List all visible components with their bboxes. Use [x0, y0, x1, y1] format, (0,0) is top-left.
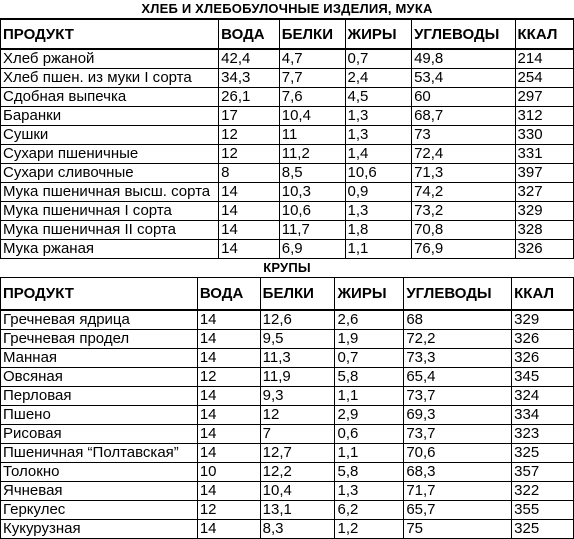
cell-product: Толокно: [1, 463, 198, 482]
cell-kcal: 322: [512, 482, 574, 501]
cell-kcal: 355: [512, 501, 574, 520]
cell-product: Рисовая: [1, 425, 198, 444]
cell-product: Мука пшеничная II сорта: [1, 221, 219, 240]
cell-fat: 2,6: [335, 310, 404, 330]
cell-water: 12: [219, 126, 280, 145]
cell-carbs: 74,2: [412, 183, 515, 202]
table-row: [1, 482, 574, 501]
cell-kcal: 326: [515, 240, 573, 259]
table-row: [1, 240, 574, 259]
cell-protein: 11: [279, 126, 345, 145]
table-row: [1, 107, 574, 126]
column-header-product: ПРОДУКТ: [1, 278, 198, 311]
table-header-row: [1, 19, 574, 49]
cell-fat: 1,2: [335, 520, 404, 539]
cell-water: 14: [219, 240, 280, 259]
cell-fat: 5,8: [335, 368, 404, 387]
cell-product: Хлеб пшен. из муки I сорта: [1, 69, 219, 88]
cell-protein: 6,9: [279, 240, 345, 259]
cell-fat: 1,3: [335, 482, 404, 501]
cell-product: Сухари сливочные: [1, 164, 219, 183]
cell-product: Сушки: [1, 126, 219, 145]
cell-carbs: 73,7: [404, 425, 512, 444]
cell-protein: 4,7: [279, 49, 345, 69]
cell-water: 12: [197, 368, 260, 387]
column-header-kcal: ККАЛ: [512, 278, 574, 311]
cell-water: 12: [219, 145, 280, 164]
cell-carbs: 68,7: [412, 107, 515, 126]
cell-water: 12: [197, 501, 260, 520]
table-row: [1, 49, 574, 69]
cell-protein: 8,3: [260, 520, 335, 539]
column-header-protein: БЕЛКИ: [279, 19, 345, 49]
table-row: [1, 520, 574, 539]
column-header-fat: ЖИРЫ: [335, 278, 404, 311]
table-row: [1, 69, 574, 88]
cell-kcal: 214: [515, 49, 573, 69]
cell-protein: 10,4: [279, 107, 345, 126]
table-header-row: [1, 278, 574, 311]
cell-fat: 2,9: [335, 406, 404, 425]
cell-product: Пшено: [1, 406, 198, 425]
table-row: [1, 406, 574, 425]
cell-product: Мука ржаная: [1, 240, 219, 259]
cell-protein: 11,3: [260, 349, 335, 368]
cell-kcal: 329: [512, 310, 574, 330]
cell-carbs: 71,3: [412, 164, 515, 183]
cell-product: Хлеб ржаной: [1, 49, 219, 69]
table-row: [1, 310, 574, 330]
cell-carbs: 60: [412, 88, 515, 107]
cell-protein: 10,4: [260, 482, 335, 501]
cell-carbs: 73,3: [404, 349, 512, 368]
table-row: [1, 501, 574, 520]
cell-water: 14: [197, 520, 260, 539]
cell-kcal: 397: [515, 164, 573, 183]
cell-water: 14: [219, 221, 280, 240]
cell-carbs: 72,4: [412, 145, 515, 164]
cell-water: 34,3: [219, 69, 280, 88]
table-row: [1, 425, 574, 444]
table-row: [1, 368, 574, 387]
table-row: [1, 463, 574, 482]
cell-product: Ячневая: [1, 482, 198, 501]
cereals-table: [0, 277, 574, 539]
cell-kcal: 326: [512, 349, 574, 368]
table-row: [1, 183, 574, 202]
cell-product: Сдобная выпечка: [1, 88, 219, 107]
cell-carbs: 76,9: [412, 240, 515, 259]
cell-protein: 11,2: [279, 145, 345, 164]
cell-fat: 1,1: [335, 444, 404, 463]
table-row: [1, 126, 574, 145]
cell-carbs: 53,4: [412, 69, 515, 88]
column-header-protein: БЕЛКИ: [260, 278, 335, 311]
cell-protein: 11,9: [260, 368, 335, 387]
cell-fat: 1,9: [335, 330, 404, 349]
cell-protein: 12: [260, 406, 335, 425]
bread-table: [0, 18, 574, 259]
cell-carbs: 71,7: [404, 482, 512, 501]
column-header-water: ВОДА: [219, 19, 280, 49]
cell-protein: 9,3: [260, 387, 335, 406]
cell-carbs: 65,7: [404, 501, 512, 520]
cell-water: 14: [197, 406, 260, 425]
cell-fat: 2,4: [345, 69, 412, 88]
cell-product: Кукурузная: [1, 520, 198, 539]
cell-protein: 13,1: [260, 501, 335, 520]
column-header-fat: ЖИРЫ: [345, 19, 412, 49]
cell-fat: 5,8: [335, 463, 404, 482]
cell-kcal: 325: [512, 520, 574, 539]
cell-kcal: 329: [515, 202, 573, 221]
table-row: [1, 202, 574, 221]
cell-water: 14: [197, 349, 260, 368]
cell-carbs: 68: [404, 310, 512, 330]
cell-kcal: 297: [515, 88, 573, 107]
cell-fat: 1,3: [345, 126, 412, 145]
table-row: [1, 145, 574, 164]
cell-protein: 12,2: [260, 463, 335, 482]
table-row: [1, 88, 574, 107]
cell-protein: 7,6: [279, 88, 345, 107]
cell-kcal: 324: [512, 387, 574, 406]
column-header-product: ПРОДУКТ: [1, 19, 219, 49]
cell-carbs: 70,8: [412, 221, 515, 240]
cell-protein: 7,7: [279, 69, 345, 88]
cell-carbs: 68,3: [404, 463, 512, 482]
cell-product: Перловая: [1, 387, 198, 406]
cell-product: Гречневая ядрица: [1, 310, 198, 330]
cell-product: Мука пшеничная I сорта: [1, 202, 219, 221]
cell-protein: 11,7: [279, 221, 345, 240]
cell-carbs: 69,3: [404, 406, 512, 425]
column-header-kcal: ККАЛ: [515, 19, 573, 49]
cell-carbs: 75: [404, 520, 512, 539]
cell-product: Геркулес: [1, 501, 198, 520]
cell-water: 14: [197, 387, 260, 406]
table-row: [1, 349, 574, 368]
cell-fat: 1,1: [345, 240, 412, 259]
table-row: [1, 221, 574, 240]
table-row: [1, 164, 574, 183]
cell-fat: 1,3: [345, 107, 412, 126]
cell-fat: 0,7: [335, 349, 404, 368]
section-title-cereals: КРУПЫ: [263, 260, 311, 275]
cell-product: Манная: [1, 349, 198, 368]
cell-water: 14: [197, 310, 260, 330]
cell-fat: 10,6: [345, 164, 412, 183]
cell-fat: 1,8: [345, 221, 412, 240]
cell-fat: 0,7: [345, 49, 412, 69]
cell-carbs: 72,2: [404, 330, 512, 349]
cell-protein: 10,6: [279, 202, 345, 221]
cell-kcal: 328: [515, 221, 573, 240]
column-header-carbs: УГЛЕВОДЫ: [404, 278, 512, 311]
column-header-carbs: УГЛЕВОДЫ: [412, 19, 515, 49]
cell-product: Сухари пшеничные: [1, 145, 219, 164]
cell-water: 42,4: [219, 49, 280, 69]
cell-carbs: 73: [412, 126, 515, 145]
cell-kcal: 330: [515, 126, 573, 145]
cell-fat: 1,3: [345, 202, 412, 221]
cell-water: 14: [197, 444, 260, 463]
cell-water: 14: [197, 425, 260, 444]
cell-product: Баранки: [1, 107, 219, 126]
cell-kcal: 327: [515, 183, 573, 202]
cell-fat: 6,2: [335, 501, 404, 520]
cell-fat: 4,5: [345, 88, 412, 107]
cell-kcal: 345: [512, 368, 574, 387]
cell-kcal: 323: [512, 425, 574, 444]
cell-kcal: 254: [515, 69, 573, 88]
cell-water: 14: [197, 482, 260, 501]
cell-water: 10: [197, 463, 260, 482]
cell-protein: 12,6: [260, 310, 335, 330]
cell-carbs: 65,4: [404, 368, 512, 387]
cell-carbs: 70,6: [404, 444, 512, 463]
cell-water: 17: [219, 107, 280, 126]
cell-water: 26,1: [219, 88, 280, 107]
cell-fat: 0,6: [335, 425, 404, 444]
section-title-bread: ХЛЕБ И ХЛЕБОБУЛОЧНЫЕ ИЗДЕЛИЯ, МУКА: [141, 1, 433, 16]
cell-protein: 9,5: [260, 330, 335, 349]
cell-product: Мука пшеничная высш. сорта: [1, 183, 219, 202]
cell-protein: 12,7: [260, 444, 335, 463]
cell-protein: 7: [260, 425, 335, 444]
cell-kcal: 357: [512, 463, 574, 482]
cell-kcal: 334: [512, 406, 574, 425]
cell-kcal: 326: [512, 330, 574, 349]
cell-kcal: 325: [512, 444, 574, 463]
table-row: [1, 330, 574, 349]
cell-carbs: 73,2: [412, 202, 515, 221]
cell-fat: 0,9: [345, 183, 412, 202]
cell-water: 8: [219, 164, 280, 183]
cell-water: 14: [197, 330, 260, 349]
cell-product: Пшеничная “Полтавская”: [1, 444, 198, 463]
cell-carbs: 49,8: [412, 49, 515, 69]
cell-water: 14: [219, 183, 280, 202]
table-row: [1, 444, 574, 463]
cell-carbs: 73,7: [404, 387, 512, 406]
cell-protein: 8,5: [279, 164, 345, 183]
cell-kcal: 331: [515, 145, 573, 164]
cell-product: Овсяная: [1, 368, 198, 387]
table-row: [1, 387, 574, 406]
cell-product: Гречневая продел: [1, 330, 198, 349]
cell-water: 14: [219, 202, 280, 221]
cell-fat: 1,4: [345, 145, 412, 164]
cell-protein: 10,3: [279, 183, 345, 202]
cell-kcal: 312: [515, 107, 573, 126]
column-header-water: ВОДА: [197, 278, 260, 311]
cell-fat: 1,1: [335, 387, 404, 406]
